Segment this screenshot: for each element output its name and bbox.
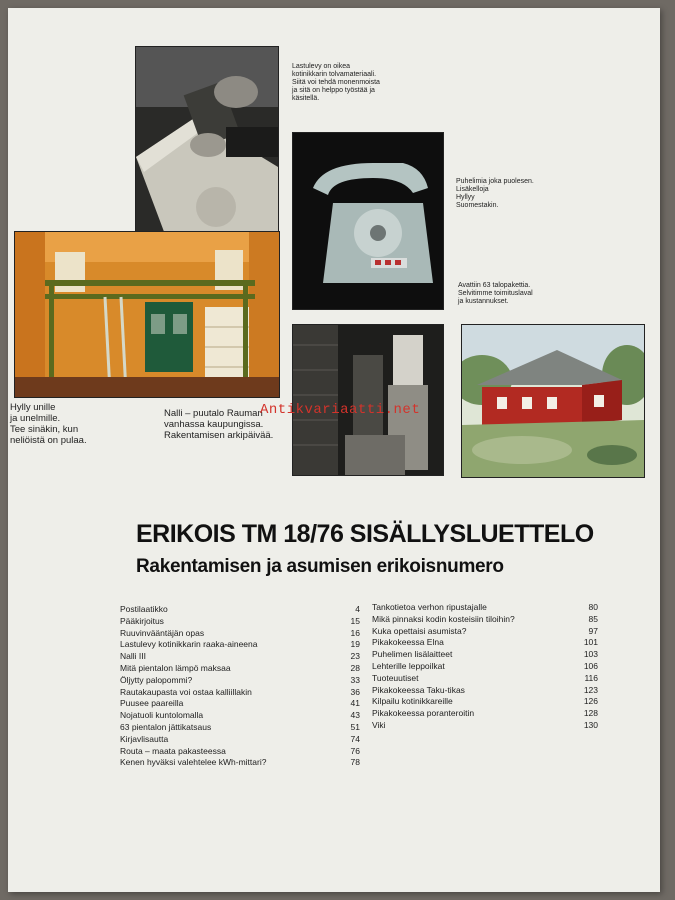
toc-item: Puusee paareilla 41 [120,698,360,709]
toc-item: Lastulevy kotinikkarin raaka-aineena 19 [120,639,360,650]
toc-item: Puhelimen lisälaitteet 103 [372,649,598,660]
magazine-page [8,8,660,892]
toc-item: Pikakokeessa poranteroitin 128 [372,708,598,719]
toc-item: Nalli III 23 [120,651,360,662]
caption-nalli: Nalli – puutalo Rauman vanhassa kaupungissa. Rakentamisen arkipäivää. [164,408,274,441]
caption-talopaketti: Avattiin 63 talopakettia. Selvitimme toimituslaval ja kustannukset. [458,282,533,305]
watermark: Antikvariaatti.net [260,402,421,418]
toc-item: Mikä pinnaksi kodin kosteisiin tiloihin? 85 [372,613,598,624]
toc-item: Pikakokeessa Elna 101 [372,637,598,648]
toc-item: Pikakokeessa Taku-tikas 123 [372,684,598,695]
photo-telephone [292,132,444,310]
toc-item: Kuka opettaisi asumista? 97 [372,625,598,636]
toc-item: Postilaatikko 4 [120,604,360,614]
photo-red-house-painting [461,324,645,478]
page-title: ERIKOIS TM 18/76 SISÄLLYSLUETTELO [136,520,594,548]
toc-item: Rautakaupasta voi ostaa kalliillakin 36 [120,686,360,697]
page-subtitle: Rakentamisen ja asumisen erikoisnumero [136,556,504,577]
photo-nalli-interior [292,324,444,476]
caption-puhelin: Puhelimia joka puolesen. Lisäkelloja Hyllyy Suomestakin. [456,178,534,209]
caption-hylly: Hylly unille ja unelmille. Tee sinäkin, kun neliöistä on pulaa. [10,402,87,446]
toc-item: Tankotietoa verhon ripustajalle 80 [372,602,598,612]
toc-right-column [372,602,598,732]
toc-item: Viki 130 [372,719,598,730]
toc-item: Mitä pientalon lämpö maksaa 28 [120,662,360,673]
toc-item: Kilpailu kotinikkareille 126 [372,696,598,707]
toc-item: Kenen hyväksi valehtelee kWh-mittari? 78 [120,757,360,768]
toc-item: 63 pientalon jättikatsaus 51 [120,721,360,732]
photo-chipboard-sawing [135,46,279,238]
toc-item: Ruuvinvääntäjän opas 16 [120,627,360,638]
toc-item: Öljytty palopommi? 33 [120,674,360,685]
photo-loft-bed [14,231,280,398]
toc-item: Kirjavlisautta 74 [120,733,360,744]
caption-lastulevy: Lastulevy on oikea kotinikkarin tolvamateriaali. Siitä voi tehdä monenmoista ja sitä on helppo työstää ja käsitellä. [292,63,380,102]
toc-item: Nojatuoli kuntolomalla 43 [120,710,360,721]
toc-item: Routa – maata pakasteessa 76 [120,745,360,756]
toc-left-column [120,604,360,769]
toc-item: Pääkirjoitus 15 [120,615,360,626]
toc-item: Tuoteuutiset 116 [372,672,598,683]
toc-item: Lehterille leppoilkat 106 [372,660,598,671]
